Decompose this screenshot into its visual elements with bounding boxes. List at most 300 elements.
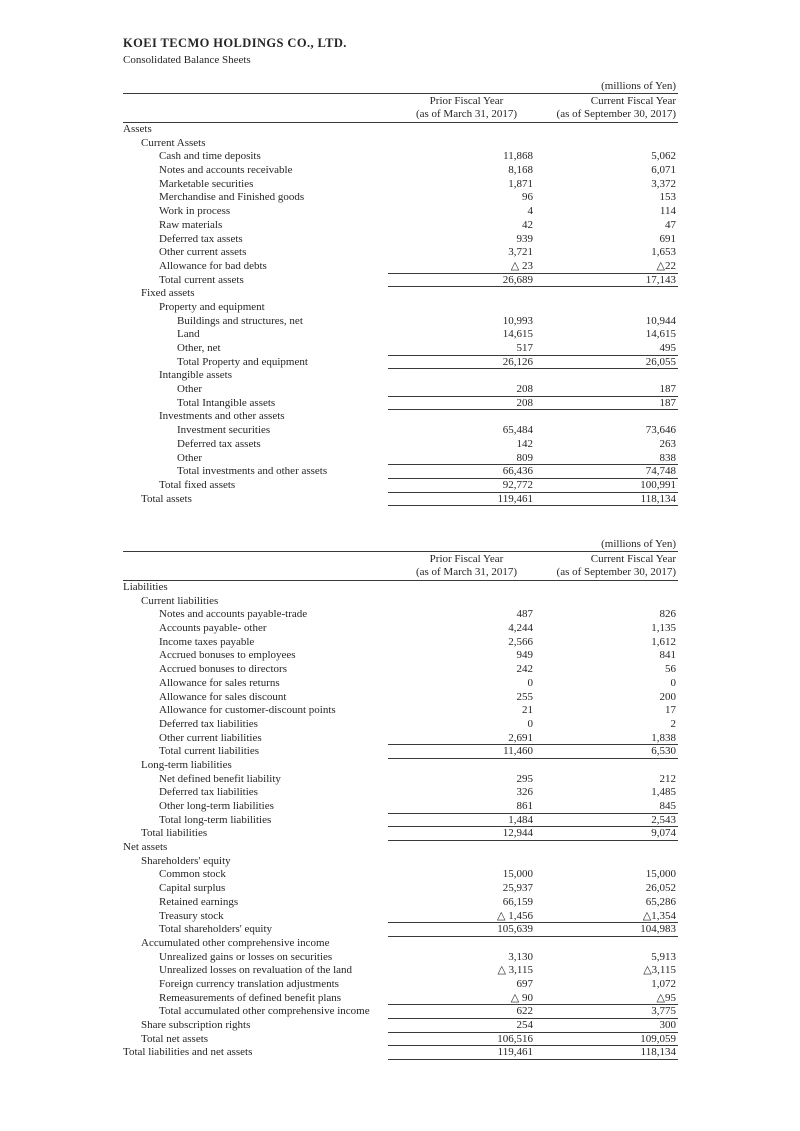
row-label: Total Property and equipment — [177, 355, 308, 368]
row-label: Total investments and other assets — [177, 465, 328, 478]
table-row — [123, 718, 678, 732]
assets-table — [123, 80, 678, 506]
prior-value: 11,460 — [503, 745, 533, 758]
prior-value: 11,868 — [503, 150, 533, 163]
row-values — [388, 691, 678, 705]
current-value: 6,071 — [651, 164, 676, 177]
table-row — [123, 868, 678, 882]
table-row — [123, 992, 678, 1006]
current-value: 15,000 — [645, 868, 676, 881]
prior-value: 487 — [516, 608, 533, 621]
row-label: Total shareholders' equity — [159, 923, 273, 936]
current-value: 2 — [670, 717, 676, 730]
prior-value: 208 — [516, 383, 533, 396]
row-label: Notes and accounts payable-trade — [159, 608, 308, 621]
prior-value: 15,000 — [502, 868, 533, 881]
prior-value: 66,436 — [502, 465, 533, 478]
prior-value: 105,639 — [497, 923, 533, 936]
row-label: Total assets — [141, 492, 192, 505]
row-label: Allowance for sales discount — [159, 690, 287, 703]
table-row — [123, 191, 678, 205]
prior-value: 142 — [516, 437, 533, 450]
prior-value — [388, 287, 545, 301]
prior-value: 517 — [516, 342, 533, 354]
table-row — [123, 622, 678, 636]
row-values — [388, 205, 678, 219]
row-label: Total liabilities and net assets — [123, 1046, 253, 1059]
current-column-header — [545, 553, 678, 579]
prior-value: 242 — [516, 663, 533, 676]
table-row — [123, 274, 678, 288]
row-values — [388, 397, 678, 411]
row-values — [388, 882, 678, 896]
prior-column-title: Prior Fiscal Year — [429, 95, 504, 107]
table-row — [123, 383, 678, 397]
current-value — [545, 123, 678, 137]
row-values — [388, 814, 678, 828]
table-row — [123, 315, 678, 329]
current-value: 6,530 — [651, 745, 676, 758]
prior-value: 8,168 — [508, 164, 533, 177]
prior-value: 1,484 — [508, 813, 533, 826]
row-values — [388, 827, 678, 841]
row-values — [388, 745, 678, 759]
row-values — [388, 841, 678, 855]
company-name: KOEI TECMO HOLDINGS CO., LTD. — [123, 36, 347, 50]
table-row — [123, 369, 678, 383]
table-row — [123, 732, 678, 746]
prior-value — [388, 410, 545, 424]
current-value: 118,134 — [640, 492, 676, 505]
table-row — [123, 951, 678, 965]
row-label: Allowance for customer-discount points — [159, 704, 336, 717]
table-row — [123, 896, 678, 910]
row-values — [388, 608, 678, 622]
row-values — [388, 287, 678, 301]
table-row — [123, 773, 678, 787]
row-values — [388, 424, 678, 438]
table-row — [123, 595, 678, 609]
row-values — [388, 595, 678, 609]
row-label: Retained earnings — [159, 895, 239, 908]
prior-value — [388, 937, 545, 951]
row-values — [388, 992, 678, 1006]
row-values — [388, 718, 678, 732]
current-column-title: Current Fiscal Year — [590, 95, 676, 107]
table-row — [123, 410, 678, 424]
row-label: Common stock — [159, 868, 226, 881]
table-row — [123, 1005, 678, 1019]
current-value — [545, 841, 678, 855]
row-values — [388, 1046, 678, 1060]
current-value: 691 — [659, 232, 676, 245]
row-values — [388, 178, 678, 192]
prior-value: 65,484 — [502, 424, 533, 437]
row-label: Remeasurements of defined benefit plans — [159, 991, 342, 1004]
current-value: 26,052 — [645, 882, 676, 895]
row-label: Raw materials — [159, 218, 223, 231]
prior-value: 622 — [516, 1005, 533, 1018]
row-values — [388, 356, 678, 370]
current-value: 1,838 — [651, 731, 676, 744]
prior-value: 119,461 — [497, 1046, 533, 1059]
prior-value: 3,130 — [508, 950, 533, 963]
prior-column-date: (as of March 31, 2017) — [415, 108, 518, 120]
row-label: Allowance for sales returns — [159, 676, 280, 689]
current-value — [545, 937, 678, 951]
prior-value: 4,244 — [508, 622, 533, 635]
row-label: Other long-term liabilities — [159, 800, 274, 812]
row-values — [388, 383, 678, 397]
prior-value: 295 — [516, 772, 533, 785]
row-values — [388, 855, 678, 869]
prior-value: 1,871 — [508, 177, 533, 190]
table-row — [123, 636, 678, 650]
prior-column-title: Prior Fiscal Year — [429, 553, 504, 565]
row-label: Other current assets — [159, 246, 247, 259]
row-label: Treasury stock — [159, 909, 224, 922]
prior-value: 697 — [516, 977, 533, 990]
prior-value — [388, 595, 545, 609]
prior-column-date: (as of March 31, 2017) — [415, 566, 518, 578]
prior-value: 861 — [516, 800, 533, 812]
column-headers — [123, 551, 678, 581]
prior-value: 208 — [516, 396, 533, 409]
current-value: 74,748 — [645, 465, 676, 478]
row-values — [388, 759, 678, 773]
row-values — [388, 773, 678, 787]
row-values — [388, 150, 678, 164]
row-values — [388, 137, 678, 151]
current-value — [545, 595, 678, 609]
prior-value — [388, 301, 545, 315]
table-row — [123, 978, 678, 992]
current-value: 1,485 — [651, 786, 676, 799]
prior-value: 809 — [516, 451, 533, 464]
row-values — [388, 937, 678, 951]
row-label: Deferred tax liabilities — [159, 786, 258, 799]
row-label: Total long-term liabilities — [159, 813, 272, 826]
current-value: 100,991 — [640, 478, 676, 491]
row-values — [388, 410, 678, 424]
current-value: 841 — [659, 649, 676, 662]
row-values — [388, 622, 678, 636]
current-value: 1,612 — [651, 635, 676, 648]
row-label: Property and equipment — [159, 300, 265, 313]
row-values — [388, 732, 678, 746]
row-values — [388, 260, 678, 274]
row-values — [388, 274, 678, 288]
row-label: Foreign currency translation adjustments — [159, 977, 339, 990]
current-value: △3,115 — [643, 964, 676, 977]
prior-value: 939 — [516, 232, 533, 245]
row-label: Deferred tax assets — [159, 232, 243, 245]
prior-value — [388, 369, 545, 383]
row-values — [388, 438, 678, 452]
current-value: 1,653 — [651, 246, 676, 259]
current-value — [545, 410, 678, 424]
row-label: Other — [177, 451, 203, 464]
row-label: Current liabilities — [141, 594, 219, 607]
current-value: 187 — [659, 383, 676, 396]
current-value: 845 — [659, 800, 676, 812]
row-values — [388, 581, 678, 595]
current-value: 17 — [665, 704, 676, 717]
prior-value: 119,461 — [497, 492, 533, 505]
table-row — [123, 841, 678, 855]
table-row — [123, 219, 678, 233]
row-label: Accounts payable- other — [159, 622, 267, 635]
document-title: Consolidated Balance Sheets — [123, 54, 251, 66]
table-row — [123, 855, 678, 869]
table-row — [123, 178, 678, 192]
current-column-date: (as of September 30, 2017) — [556, 566, 676, 578]
current-value: 3,775 — [651, 1005, 676, 1018]
table-row — [123, 246, 678, 260]
prior-value — [388, 123, 545, 137]
row-label: Net defined benefit liability — [159, 772, 281, 785]
table-row — [123, 1046, 678, 1060]
row-values — [388, 663, 678, 677]
current-value: 65,286 — [645, 895, 676, 908]
row-label: Unrealized gains or losses on securities — [159, 950, 333, 963]
current-value: 73,646 — [645, 424, 676, 437]
row-label: Investments and other assets — [159, 410, 285, 423]
row-label: Net assets — [123, 841, 168, 854]
current-value: 153 — [659, 191, 676, 204]
table-row — [123, 910, 678, 924]
liabilities-and-net-assets-rows — [123, 581, 678, 1060]
current-value: 200 — [659, 690, 676, 703]
current-column-title: Current Fiscal Year — [590, 553, 676, 565]
row-values — [388, 1005, 678, 1019]
row-label: Total fixed assets — [159, 478, 236, 491]
assets-rows — [123, 123, 678, 506]
prior-value: △ 90 — [510, 991, 533, 1004]
row-label: Assets — [123, 123, 152, 135]
table-row — [123, 704, 678, 718]
current-value: 838 — [659, 451, 676, 464]
prior-value: 26,689 — [502, 273, 533, 286]
row-values — [388, 465, 678, 479]
table-row — [123, 342, 678, 356]
prior-value: 255 — [516, 690, 533, 703]
prior-value: 92,772 — [502, 478, 533, 491]
current-value: 9,074 — [651, 827, 676, 840]
row-values — [388, 1033, 678, 1047]
current-value: 17,143 — [645, 273, 676, 286]
current-column-header — [545, 95, 678, 121]
row-values — [388, 923, 678, 937]
table-row — [123, 328, 678, 342]
prior-value: 2,566 — [508, 635, 533, 648]
row-values — [388, 910, 678, 924]
prior-value: 0 — [527, 676, 533, 689]
table-row — [123, 301, 678, 315]
row-label: Other, net — [177, 342, 221, 354]
current-value: 5,913 — [651, 950, 676, 963]
table-row — [123, 397, 678, 411]
current-value: 47 — [665, 218, 676, 231]
table-row — [123, 465, 678, 479]
table-row — [123, 123, 678, 137]
current-value: 5,062 — [651, 150, 676, 163]
prior-value: 26,126 — [502, 355, 533, 368]
prior-value: 4 — [527, 205, 533, 218]
row-label: Unrealized losses on revaluation of the land — [159, 964, 353, 977]
current-value — [545, 855, 678, 869]
row-values — [388, 1019, 678, 1033]
row-values — [388, 800, 678, 814]
table-row — [123, 479, 678, 493]
prior-value: 66,159 — [502, 895, 533, 908]
table-row — [123, 663, 678, 677]
table-row — [123, 205, 678, 219]
table-row — [123, 937, 678, 951]
row-values — [388, 342, 678, 356]
row-values — [388, 219, 678, 233]
current-value: 104,983 — [640, 923, 676, 936]
row-values — [388, 896, 678, 910]
prior-value: 42 — [522, 218, 533, 231]
prior-column-header — [388, 553, 545, 579]
row-label: Current Assets — [141, 136, 206, 149]
unit-note: (millions of Yen) — [601, 80, 676, 92]
current-value: 187 — [659, 396, 676, 409]
table-row — [123, 438, 678, 452]
prior-value: 0 — [527, 717, 533, 730]
row-values — [388, 964, 678, 978]
row-label: Share subscription rights — [141, 1019, 251, 1031]
current-value: 495 — [659, 342, 676, 354]
table-row — [123, 137, 678, 151]
table-row — [123, 260, 678, 274]
row-label: Income taxes payable — [159, 635, 255, 648]
table-row — [123, 150, 678, 164]
current-value: 109,059 — [640, 1032, 676, 1045]
table-row — [123, 608, 678, 622]
prior-value: 25,937 — [502, 882, 533, 895]
unit-note: (millions of Yen) — [601, 538, 676, 550]
prior-value: △ 3,115 — [497, 964, 533, 977]
row-values — [388, 978, 678, 992]
row-values — [388, 951, 678, 965]
table-row — [123, 827, 678, 841]
row-values — [388, 164, 678, 178]
row-label: Total liabilities — [141, 827, 208, 840]
current-value: 56 — [665, 663, 676, 676]
document-header — [123, 36, 347, 67]
row-values — [388, 868, 678, 882]
current-value: △95 — [656, 991, 676, 1004]
table-row — [123, 814, 678, 828]
prior-value: 21 — [522, 704, 533, 717]
table-row — [123, 493, 678, 507]
prior-value: 3,721 — [508, 246, 533, 259]
prior-value: 14,615 — [502, 328, 533, 341]
row-label: Shareholders' equity — [141, 854, 231, 867]
row-values — [388, 649, 678, 663]
table-row — [123, 1033, 678, 1047]
row-label: Capital surplus — [159, 882, 226, 895]
row-label: Total accumulated other comprehensive income — [159, 1005, 370, 1018]
current-value — [545, 287, 678, 301]
current-value: 118,134 — [640, 1046, 676, 1059]
row-label: Fixed assets — [141, 287, 195, 300]
table-row — [123, 882, 678, 896]
row-values — [388, 493, 678, 507]
row-label: Marketable securities — [159, 177, 254, 190]
table-row — [123, 1019, 678, 1033]
current-value — [545, 301, 678, 315]
prior-value: 254 — [516, 1019, 533, 1031]
current-value: 2,543 — [651, 813, 676, 826]
prior-value — [388, 137, 545, 151]
prior-column-header — [388, 95, 545, 121]
row-label: Deferred tax assets — [177, 437, 261, 450]
row-label: Land — [177, 328, 200, 341]
row-label: Allowance for bad debts — [159, 259, 267, 272]
prior-value: △ 1,456 — [497, 909, 533, 922]
current-value: 10,944 — [645, 314, 676, 327]
prior-value: 949 — [516, 649, 533, 662]
row-values — [388, 704, 678, 718]
column-headers — [123, 93, 678, 123]
current-value: 14,615 — [645, 328, 676, 341]
prior-value: 96 — [522, 191, 533, 204]
table-row — [123, 745, 678, 759]
prior-value — [388, 855, 545, 869]
current-value — [545, 369, 678, 383]
row-label: Investment securities — [177, 424, 271, 437]
label-column-spacer — [123, 95, 388, 121]
prior-value — [388, 581, 545, 595]
row-values — [388, 246, 678, 260]
prior-value: 12,944 — [502, 827, 533, 840]
table-row — [123, 233, 678, 247]
table-row — [123, 786, 678, 800]
table-row — [123, 287, 678, 301]
row-label: Buildings and structures, net — [177, 314, 303, 327]
row-label: Accumulated other comprehensive income — [141, 936, 330, 949]
table-row — [123, 923, 678, 937]
row-label: Liabilities — [123, 581, 168, 593]
prior-value — [388, 759, 545, 773]
row-values — [388, 677, 678, 691]
current-value — [545, 137, 678, 151]
row-label: Other — [177, 383, 203, 396]
prior-value: 106,516 — [497, 1032, 533, 1045]
current-value — [545, 581, 678, 595]
row-label: Other current liabilities — [159, 731, 262, 744]
current-value: 26,055 — [645, 355, 676, 368]
table-row — [123, 581, 678, 595]
prior-value: 10,993 — [502, 314, 533, 327]
table-row — [123, 356, 678, 370]
row-values — [388, 123, 678, 137]
current-value: 1,072 — [651, 977, 676, 990]
row-label: Accrued bonuses to directors — [159, 663, 287, 676]
prior-value: 2,691 — [508, 731, 533, 744]
row-label: Merchandise and Finished goods — [159, 191, 305, 204]
prior-value — [388, 841, 545, 855]
current-value: 114 — [659, 205, 676, 218]
row-label: Accrued bonuses to employees — [159, 649, 296, 662]
current-value: 0 — [670, 676, 676, 689]
row-values — [388, 233, 678, 247]
table-row — [123, 677, 678, 691]
row-values — [388, 479, 678, 493]
